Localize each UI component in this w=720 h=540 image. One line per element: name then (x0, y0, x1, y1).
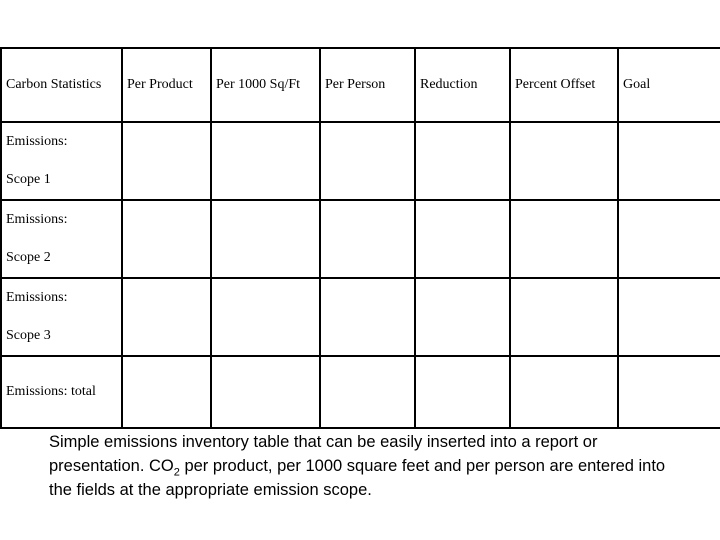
cell-scope-1-per-person[interactable] (320, 122, 415, 200)
caption-text-start: Simple emissions inventory table that can be easily inserted into a report or presentation. CO (49, 433, 598, 475)
header-per-product: Per Product (122, 48, 211, 122)
cell-scope-1-per-product[interactable] (122, 122, 211, 200)
emissions-inventory-table (0, 47, 720, 429)
header-per-1000-sqft: Per 1000 Sq/Ft (211, 48, 320, 122)
row-label-line: Emissions: (6, 134, 68, 149)
cell-scope-2-per-product[interactable] (122, 200, 211, 278)
cell-scope-3-per-person[interactable] (320, 278, 415, 356)
row-label-scope-2 (1, 200, 122, 278)
table-row-scope-2 (1, 200, 720, 278)
row-label-scope-1 (1, 122, 122, 200)
cell-scope-1-percent-offset[interactable] (510, 122, 618, 200)
cell-scope-2-percent-offset[interactable] (510, 200, 618, 278)
table-header-row (1, 48, 720, 122)
cell-scope-1-goal[interactable] (618, 122, 720, 200)
cell-scope-2-per-person[interactable] (320, 200, 415, 278)
cell-scope-1-reduction[interactable] (415, 122, 510, 200)
row-label-total: Emissions: total (1, 356, 122, 428)
header-reduction: Reduction (415, 48, 510, 122)
header-goal: Goal (618, 48, 720, 122)
row-label-scope-3 (1, 278, 122, 356)
cell-scope-2-goal[interactable] (618, 200, 720, 278)
cell-total-per-product[interactable] (122, 356, 211, 428)
row-label-line: Emissions: (6, 212, 68, 227)
table-row-total (1, 356, 720, 428)
cell-scope-3-percent-offset[interactable] (510, 278, 618, 356)
header-percent-offset: Percent Offset (510, 48, 618, 122)
row-label-scope: Scope 1 (6, 172, 51, 187)
caption-subscript: 2 (173, 466, 180, 479)
table-caption (49, 430, 689, 502)
cell-scope-3-per-1000-sqft[interactable] (211, 278, 320, 356)
row-label-scope: Scope 2 (6, 250, 51, 265)
table-row-scope-3 (1, 278, 720, 356)
cell-scope-2-per-1000-sqft[interactable] (211, 200, 320, 278)
cell-total-percent-offset[interactable] (510, 356, 618, 428)
cell-total-goal[interactable] (618, 356, 720, 428)
cell-scope-2-reduction[interactable] (415, 200, 510, 278)
caption-text-end: per product, per 1000 square feet and per person are entered into the fields at the appropriate emission scope. (49, 457, 666, 499)
cell-scope-1-per-1000-sqft[interactable] (211, 122, 320, 200)
cell-total-per-person[interactable] (320, 356, 415, 428)
cell-total-per-1000-sqft[interactable] (211, 356, 320, 428)
row-label-line: Emissions: (6, 290, 68, 305)
header-per-person: Per Person (320, 48, 415, 122)
row-label-scope: Scope 3 (6, 328, 51, 343)
cell-scope-3-goal[interactable] (618, 278, 720, 356)
cell-total-reduction[interactable] (415, 356, 510, 428)
cell-scope-3-reduction[interactable] (415, 278, 510, 356)
table-row-scope-1 (1, 122, 720, 200)
cell-scope-3-per-product[interactable] (122, 278, 211, 356)
header-carbon-statistics: Carbon Statistics (1, 48, 122, 122)
